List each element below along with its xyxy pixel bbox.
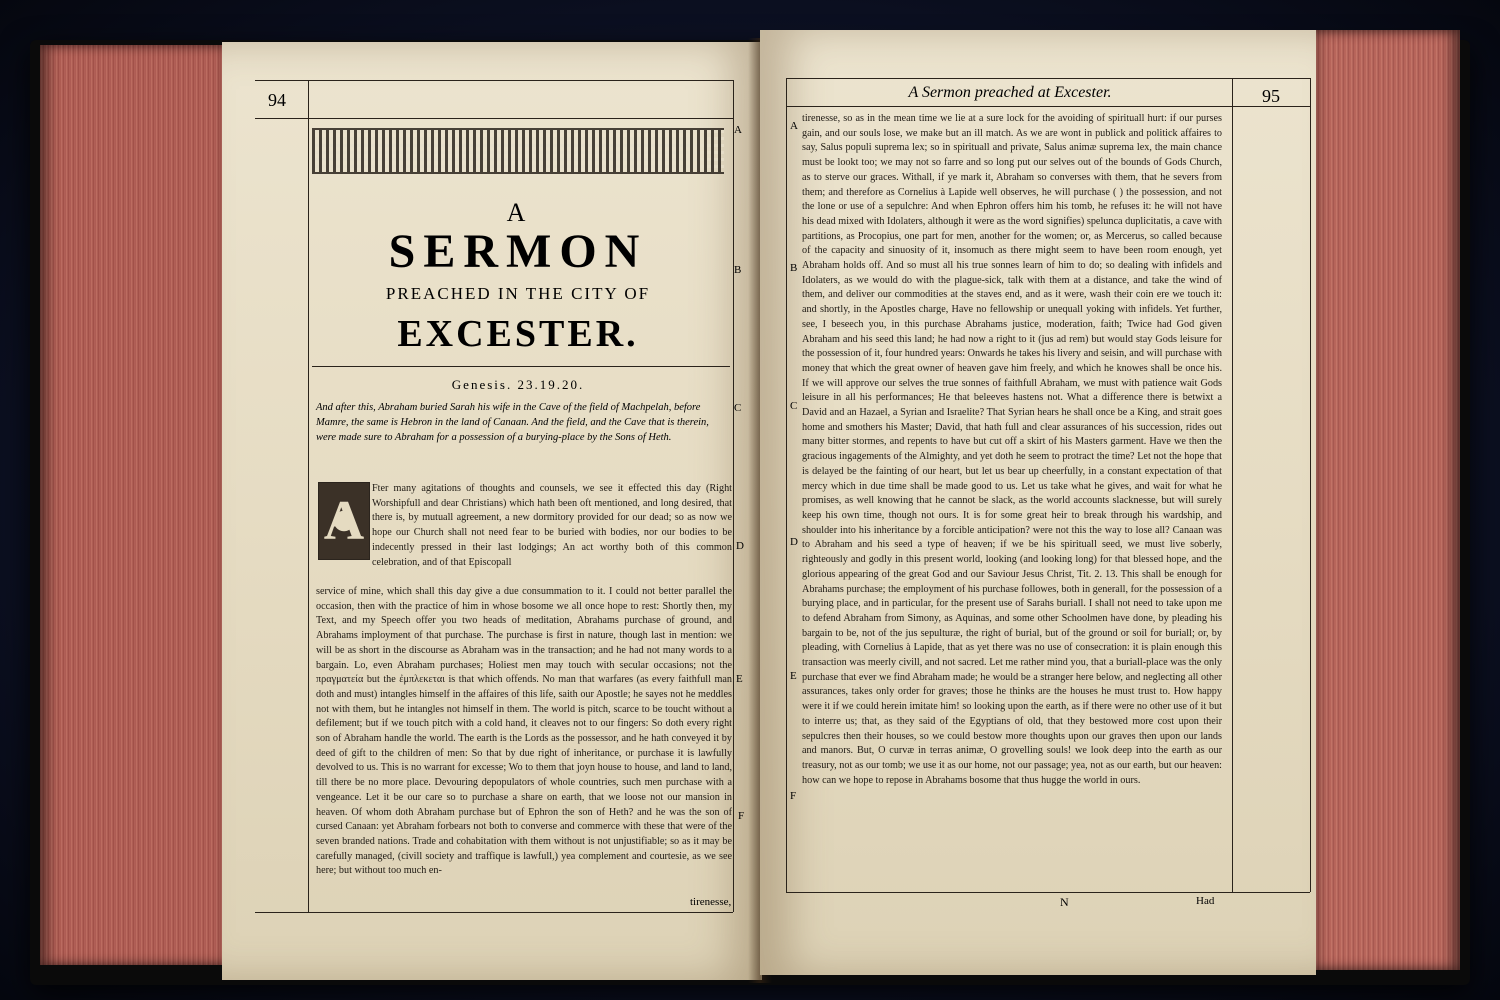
left-body-opening: Fter many agitations of thoughts and counsels, we see it effected this day (Right Worshipfull and dear Christians) which hath been oft mentioned, and long desired, that there is, by mutuall agreement, a new dormitory provided for our dead; so as now we hope our Church shall not need fear to be buried with bodies, nor our bodies to be indecently pressed in their last lodgings; An act worthy both of this common celebration, and of that Episcopall [372, 483, 732, 568]
left-catchword: tirenesse, [690, 896, 732, 908]
right-page-number: 95 [1262, 86, 1280, 106]
signature-mark: N [1060, 895, 1069, 909]
title-sermon: SERMON [388, 225, 648, 278]
title-article: A [506, 198, 530, 227]
left-bottom-rule [255, 912, 733, 913]
left-page-number: 94 [268, 90, 286, 110]
right-margin-letter-b: B [790, 262, 798, 274]
left-margin-letter-e: E [736, 673, 743, 685]
left-head-rule [255, 118, 733, 119]
left-margin-letter-b: B [734, 264, 742, 276]
title-place: EXCESTER. [397, 313, 639, 355]
right-margin-letter-e: E [790, 670, 797, 682]
right-margin-rule [1310, 78, 1311, 892]
running-head: A Sermon preached at Excester. [908, 84, 1112, 101]
left-body-text: service of mine, which shall this day give a due consummation to it. I could not better parallel the occasion, then with the practice of him in whose bosome we all once hope to rest: Shortly then, my Text, and my Speech offer you two heads of meditation, Abrahams purchase of ground, and Abrahams imployment of that purchase. The purchase is first in nature, though last in mention: we will be as short in the discourse as Abraham was in the transaction; and he had not many words to a bargain. Lo, even Abraham purchases; Holiest men may touch with secular occasions; not the πραγματεία but the ἐμπλεκεται is that which offends. No man that warfares (as every faithfull man doth and must) intangles himself in the affaires of this life, saith our Apostle; he sayes not he meddles not with them, but he intangles not himself in them. The world is pitch, scarce to be toucht without a defilement; but if we touch pitch with a cold hand, it cleaves not to our fingers: So doth every right son of Abraham handle the world. The earth is the Lords as the possessor, and he hath conveyed it by deed of gift to the children of men: So that by due right of inheritance, or purchase it is lawfully devolved to us. This is no warrant for excesse; Wo to them that joyn house to house, and land to land, till there be no more place. Devouring depopulators of whole countries, such men purchase with a vengeance. Let it be our care so to purchase a share on earth, that we loose not our mansion in heaven. Of whom doth Abraham purchase but of Ephron the son of Heth? and he was the son of cursed Canaan: yet Abraham forbears not both to converse and commerce with these that were of the seven branded nations. Trade and cohabitation with them without is not unjustifiable; so as it may be carefully managed, (civill society and traffique is lawfull,) yea complement and courtesie, as we see here; but without too much en- [316, 586, 732, 877]
title-rule [312, 366, 730, 367]
left-margin-letter-f: F [738, 810, 745, 822]
drop-cap: A [318, 482, 370, 560]
left-outer-rule [733, 80, 734, 912]
right-margin-letter-d: D [790, 536, 798, 548]
title-subtitle: PREACHED IN THE CITY OF [385, 284, 651, 303]
scripture-text: And after this, Abraham buried Sarah his wife in the Cave of the field of Machpelah, before Mamre, the same is Hebron in the land of Canaan. And the field, and the Cave that is therein, were made sure to Abraham for a possession of a burying-place by the Sons of Heth. [316, 402, 709, 443]
scripture-reference: Genesis. 23.19.20. [451, 377, 585, 392]
left-inner-rule [308, 80, 309, 912]
right-bottom-rule [786, 892, 1310, 893]
right-outer-rule [786, 78, 787, 892]
right-body-text: tirenesse, so as in the mean time we lie at a sure lock for the avoiding of spirituall hurt: if our purses gain, and our souls lose, we make but an ill match. As we are wont in publick and politick affaires to say, Salus populi suprema lex; so in spirituall and private, Salus animæ suprema lex, the main chance must be lookt too; we may not so farre and so long put our selves out of the bounds of Gods Church, as to sterve our graces. Withall, if ye mark it, Abraham so converses with them, that he severs from them; and therefore as Cornelius à Lapide well observes, he will purchase ( ) the possession, and not the lone or use of a sepulchre: And when Ephron offers him his tomb, he refuses it: he will not have his dead mixed with Idolaters, although it were as the word signifies) spelunca duplicitatis, a cave with partitions, as Procopius, one part for men, another for the women; or, as Mercerus, so called because of the capacity and sinuosity of it, insomuch as there might seem to have been room enough, yet Abraham holds off. And so must all his true sonnes learn of him to do; so dealing with infidels and Idolaters, as we would do with the plague-sick, talk with them at a distance, and take the wind of them, and deliver our commodities at the staves end, and as it were, wash their coin ere we touch it: and shortly, in the Apostles charge, Have no fellowship or unequall yoking with infidels. Yet further, see, I beseech you, in this purchase Abrahams justice, moderation, faith; Twice had God given Abraham and his seed this land; he had now a right to it (jus ad rem) but would stay Gods leisure for the possession of it, four hundred years: Onwards he takes his livery and seisin, and will purchase with money that which the great owner of heaven gave him freely, and which he knowes shall be once his. If we will approve our selves the true sonnes of faithfull Abraham, we must with patience wait Gods leisure in all his performances; He that beleeves hastens not. What a difference there is betwixt a David and an Hazael, a Syrian and Israelite? That Syrian hears he shall once be a King, and strait goes home and smothers his Master; David, that hath full and clear assurances of his succession, rides out many bitter stormes, and repents to have but cut off a skirt of his Masters garment. Have we then the gracious ingagements of the Almighty, and yet doth he seem to protract the time? Let not the hope that is delayed be the fainting of our heart, but let us bear up cheerfully, in a constant expectation of that mercy which in due time shall be made good to us. Let us take what he gives, and wait for what he promises, as well knowing that he cannot be slack, as the world accounts slacknesse, but will surely keep his own time, though not ours. It is for some great heir to break through his wardship, and shoulder into his inheritance by a forcible anticipation? were not this the way to lose all? Canaan was to Abraham and his seed a type of heaven; if we be his spirituall seed, we must live soberly, righteously and godly in this present world, looking (and looking long) for that blessed hope, and the glorious appearing of the great God and our Saviour Jesus Christ, Tit. 2. 13. This shall be enough for Abrahams purchase; the employment of his purchase followes, both in generall, for the possession of a burying place, and in particular, for the present use of Sarahs buriall. I shall not need to take upon me to defend Abraham from Simony, as Aquinas, and some other Schoolmen have done, by pleading his bargain to be, not of the jus sepulturæ, the right of burial, but of the ground or soil for buriall; or, by pleading, with Cornelius à Lapide, that as yet there was no use of consecration: it is plain enough this transaction was meerly civill, and not sacred. Let me rather mind you, that a buriall-place was the only purchase that ever we find Abraham made; he would be a stranger here below, and neglecting all other assurances, takes only order for graves; those he thinks are the houses he must trust to. How happy were it if we could herein imitate him! so looking upon the earth, as if there were no other use of it but to interre us; that, as they said of the Egyptians of old, that they bestowed more cost upon their sepulcres then their houses, so we could bestow more thoughts upon our graves then upon our lands and manors. But, O curvæ in terras animæ, O grovelling souls! we look deep into the earth as our treasury, not as our tomb; we use it as our home, not our passage; yea, not as our earth, but our heaven: how can we hope to repose in Abrahams bosome that thus hugge the world in ours. [802, 113, 1222, 786]
ornamental-headpiece [312, 128, 724, 174]
page-edges-left [40, 45, 230, 965]
left-margin-letter-c: C [734, 402, 742, 414]
left-top-rule [255, 80, 733, 81]
right-inner-rule [1232, 78, 1233, 892]
left-margin-letter-d: D [736, 540, 744, 552]
right-catchword: Had [1196, 895, 1215, 907]
right-margin-letter-c: C [790, 400, 798, 412]
left-margin-letter-a: A [734, 124, 742, 136]
page-edges-right [1310, 30, 1460, 970]
right-margin-letter-a: A [790, 120, 798, 132]
right-margin-letter-f: F [790, 790, 797, 802]
